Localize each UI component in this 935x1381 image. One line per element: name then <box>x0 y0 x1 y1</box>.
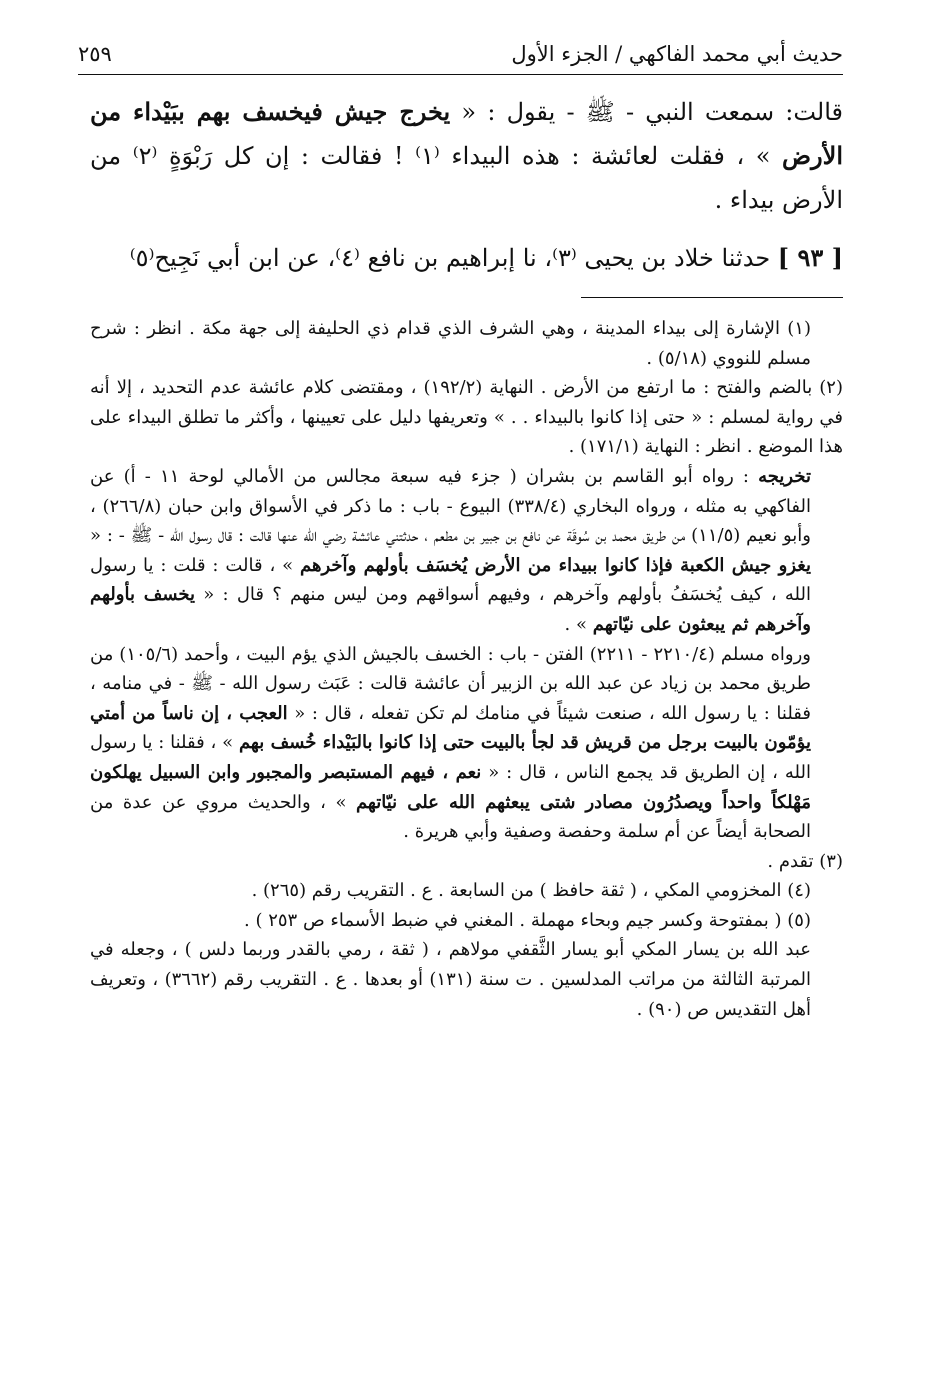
footnotes <box>90 314 843 1024</box>
muslim-paragraph: ورواه مسلم (٢٢١٠/٤ - ٢٢١١) الفتن - باب : الخسف بالجيش الذي يؤم البيت ، وأحمد (١٠٥/٦) من طريق محمد بن زياد عن عبد الله بن الزبير أن عائشة قالت : عَبَث رسول الله - ﷺ - في منامه ، فقلنا : يا رسول الله ، صنعت شيئاً في منامك لم تكن تفعله ، قال : « العجب ، إن ناساً من أمتي يؤمّون بالبيت برجل من قريش قد لجأ بالبيت حتى إذا كانوا بالبَيْداء خُسف بهم » ، فقلنا : يا رسول الله ، إن الطريق قد يجمع الناس ، قال : « نعم ، فيهم المستبصر والمجبور وابن السبيل يهلكون مَهْلكاً واحداً ويصدُرُون مصادر شتى يبعثهم الله على نيّاتهم » ، والحديث مروي عن عدة من الصحابة أيضاً عن أم سلمة وحفصة وصفية وأبي هريرة . <box>90 643 812 843</box>
footnote-1: (١) الإشارة إلى بيداء المدينة ، وهي الشرف الذي قدام ذي الحليفة إلى جهة مكة . انظر : شرح مسلم للنووي (٥/١٨) . <box>90 318 811 369</box>
footnote-2: (٢) بالضم والفتح : ما ارتفع من الأرض . النهاية (١٩٢/٢) ، ومقتضى كلام عائشة عدم التحديد ، إلا أنه في رواية لمسلم : « حتى إذا كانوا بالبيداء . . » وتعريفها دليل على تعيينها ، وأكثر ما تطلق البيداء على هذا الموضع . انظر : النهاية (١٧١/١) . <box>90 377 843 458</box>
main-text <box>90 90 843 280</box>
running-header <box>78 38 843 75</box>
hadith-matn: يخرج جيش فيخسف بهم ببَيْداء من الأرض <box>90 97 843 170</box>
hadith-paragraph <box>90 90 843 222</box>
footnote-5-biography: عبد الله بن يسار المكي أبو يسار الثَّقفي مولاهم ، ( ثقة ، رمي بالقدر وربما دلس ) ، وجعله في المرتبة الثالثة من مراتب المدلسين . ت سنة (١٣١) أو بعدها . ع . التقريب رقم (٣٦٦٢) ، وتعريف أهل التقديس ص (٩٠) . <box>90 939 811 1020</box>
hadith-continuation: » ، فقلت لعائشة : هذه البيداء ⁽١⁾ ! فقالت : إن كل رَبْوَةٍ ⁽٢⁾ من الأرض بيداء . <box>90 142 843 214</box>
takhrij-paragraph: تخريجه : رواه أبو القاسم بن بشران ( جزء فيه سبعة مجالس من الأمالي لوحة ١١ - أ) عن الفاكهي به مثله ، ورواه البخاري (٣٣٨/٤) البيوع - باب : ما ذكر في الأسواق وابن حبان (٢٦٦/٨) ، وأبو نعيم (١١/٥) من طريق محمد بن سُوقَة عن نافع بن جبير بن مطعم ، حدثتني عائشة رضي الله عنها قالت : قال رسول الله - ﷺ - : « يغزو جيش الكعبة فإذا كانوا ببيداء من الأرض يُخسَف بأولهم وآخرهم » ، قالت : قلت : يا رسول الله ، كيف يُخسَفُ بأولهم وآخرهم ، وفيهم أسواقهم ومن ليس منهم ؟ قال : « يخسف بأولهم وآخرهم ثم يبعثون على نيّاتهم » . <box>90 465 812 635</box>
footnote-4: (٤) المخزومي المكي ، ( ثقة حافظ ) من السابعة . ع . التقريب رقم (٢٦٥) . <box>251 880 811 902</box>
footnote-separator <box>581 297 843 298</box>
muslim-matn-2: نعم ، فيهم المستبصر والمجبور وابن السبيل يهلكون مَهْلكاً واحداً ويصدُرُون مصادر شتى يبعثهم الله على نيّاتهم <box>90 761 811 813</box>
takhrij-label: تخريجه <box>758 465 811 487</box>
takhrij-matn-2: يخسف بأولهم وآخرهم ثم يبعثون على نيّاتهم <box>90 584 811 635</box>
page-number: ٢٥٩ <box>78 42 112 66</box>
hadith-number: [ ٩٣ ] <box>777 243 843 272</box>
hadith-intro: قالت: سمعت النبي - ﷺ - يقول : « <box>450 98 844 126</box>
running-title: حديث أبي محمد الفاكهي / الجزء الأول <box>511 42 843 66</box>
hadith-93 <box>90 236 843 280</box>
takhrij-matn-1: يغزو جيش الكعبة فإذا كانوا ببيداء من الأرض يُخسَف بأولهم وآخرهم <box>300 554 811 576</box>
isnad-text: حدثنا خلاد بن يحيى ⁽٣⁾، نا إبراهيم بن نافع ⁽٤⁾، عن ابن أبي نَجِيح⁽٥⁾ <box>129 244 778 272</box>
footnote-5: (٥) ( بمفتوحة وكسر جيم وبحاء مهملة . المغني في ضبط الأسماء ص ٢٥٣ ) . <box>244 909 811 931</box>
muslim-matn-1: العجب ، إن ناساً من أمتي يؤمّون بالبيت برجل من قريش قد لجأ بالبيت حتى إذا كانوا بالبَيْداء خُسف بهم <box>90 702 811 754</box>
footnote-3: (٣) تقدم . <box>767 850 843 872</box>
